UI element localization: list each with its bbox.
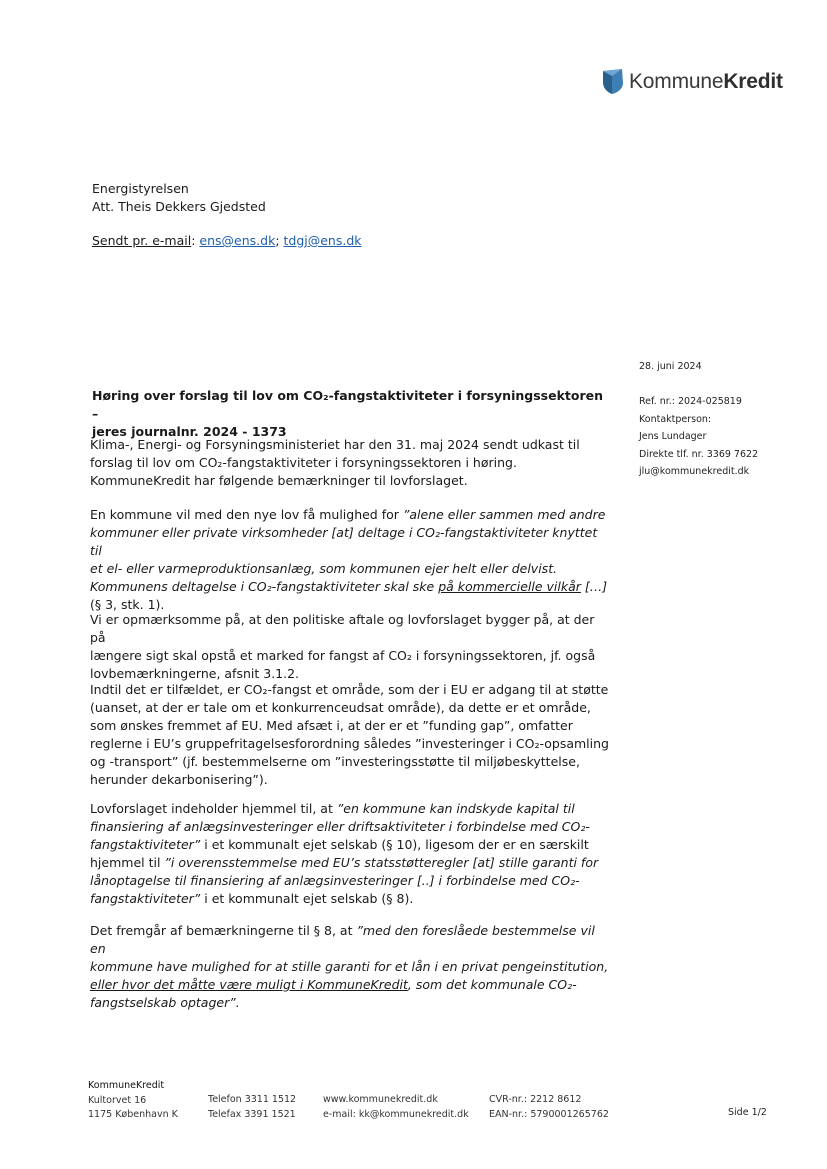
footer-website[interactable]: www.kommunekredit.dk (323, 1094, 438, 1105)
footer-fax: Telefax 3391 1521 (208, 1108, 296, 1120)
text-line: En kommune vil med den nye lov få mulighed for ”alene eller sammen med andre (90, 507, 606, 522)
footer-cvr: CVR-nr.: 2212 8612 (489, 1094, 582, 1105)
text-line: Vi er opmærksomme på, at den politiske aftale og lovforslaget bygger på, at der på (90, 612, 595, 645)
text-line: KommuneKredit har følgende bemærkninger til lovforslaget. (90, 473, 468, 488)
text-line: et el- eller varmeproduktionsanlæg, som kommunen ejer helt eller delvist. (90, 561, 558, 576)
text-line: hjemmel til ”i overensstemmelse med EU’s statsstøtteregler [at] stille garanti for (90, 855, 599, 870)
sent-label: Sendt pr. e-mail (92, 233, 192, 248)
paragraph-1 (90, 436, 610, 490)
text-line: kommune have mulighed for at stille garanti for et lån i en privat pengeinstitution, (90, 959, 609, 974)
reference-block (639, 393, 758, 481)
footer-registration-block (489, 1093, 609, 1122)
text-line: fangstaktiviteter” i et kommunalt ejet selskab (§ 10), ligesom der er en særskilt (90, 837, 589, 852)
text-line: (uanset, at der er tale om et konkurrenceudsat område), da dette er et område, (90, 700, 591, 715)
contact-label: Kontaktperson: (639, 413, 712, 425)
text-line: som ønskes fremmet af EU. Med afsæt i, at der er et ”funding gap”, omfatter (90, 718, 573, 733)
text-line: herunder dekarbonisering”). (90, 772, 268, 787)
sent-by-email-line (92, 233, 362, 248)
paragraph-3 (90, 611, 610, 683)
contact-name: Jens Lundager (639, 431, 707, 442)
paragraph-5 (90, 800, 610, 908)
text-line: og -transport” (jf. bestemmelserne om ”investeringsstøtte til miljøbeskyttelse, (90, 754, 580, 769)
text-line: (§ 3, stk. 1). (90, 597, 165, 612)
recipient-block (92, 180, 266, 216)
logo-text: KommuneKredit (629, 69, 783, 93)
colon: : (191, 233, 200, 248)
text-line: fangstselskab optager”. (90, 995, 240, 1010)
footer-street: Kultorvet 16 (88, 1094, 147, 1106)
text-line: reglerne i EU’s gruppefritagelsesforordning således ”investeringer i CO₂-opsamling (90, 736, 609, 751)
footer-email[interactable]: e-mail: kk@kommunekredit.dk (323, 1108, 469, 1120)
kommunekredit-logo (601, 68, 783, 95)
recipient-org: Energistyrelsen (92, 181, 189, 196)
text-line: Det fremgår af bemærkningerne til § 8, at ”med den foreslåede bestemmelse vil en (90, 923, 595, 956)
text-line: Klima-, Energi- og Forsyningsministeriet har den 31. maj 2024 sendt udkast til (90, 437, 580, 452)
email-link-ens[interactable]: ens@ens.dk (199, 233, 276, 248)
recipient-att: Att. Theis Dekkers Gjedsted (92, 199, 266, 214)
footer-company-name: KommuneKredit (88, 1080, 165, 1091)
text-line: eller hvor det måtte være muligt i KommuneKredit, som det kommunale CO₂- (90, 977, 577, 992)
contact-phone: Direkte tlf. nr. 3369 7622 (639, 448, 759, 460)
reference-number: Ref. nr.: 2024-025819 (639, 396, 742, 407)
text-line: Indtil det er tilfældet, er CO₂-fangst et område, som der i EU er adgang til at støtte (90, 682, 609, 697)
text-line: lånoptagelse til finansiering af anlægsinvesteringer [..] i forbindelse med CO₂- (90, 873, 580, 888)
paragraph-2 (90, 506, 610, 614)
footer-web-block (323, 1093, 469, 1122)
shield-logo-icon (601, 68, 625, 95)
page-number: Side 1/2 (728, 1107, 767, 1118)
contact-email: jlu@kommunekredit.dk (639, 466, 750, 477)
letter-date: 28. juni 2024 (639, 361, 702, 372)
text-line: forslag til lov om CO₂-fangstaktiviteter i forsyningssektoren i høring. (90, 455, 517, 470)
title-line: jeres journalnr. 2024 - 1373 (92, 424, 287, 439)
text-line: længere sigt skal opstå et marked for fangst af CO₂ i forsyningssektoren, jf. også (90, 648, 596, 663)
paragraph-6 (90, 922, 610, 1012)
text-line: finansiering af anlægsinvesteringer eller driftsaktiviteter i forbindelse med CO₂- (90, 819, 590, 834)
text-line: Lovforslaget indeholder hjemmel til, at ”en kommune kan indskyde kapital til (90, 801, 575, 816)
separator: ; (275, 233, 284, 248)
letter-title (92, 387, 612, 441)
footer-ean: EAN-nr.: 5790001265762 (489, 1108, 609, 1120)
footer-address (88, 1079, 178, 1123)
paragraph-4 (90, 681, 610, 789)
footer-city: 1175 København K (88, 1109, 178, 1120)
title-line: Høring over forslag til lov om CO₂-fangstaktiviteter i forsyningssektoren – (92, 388, 603, 421)
footer-phone-block (208, 1093, 296, 1122)
email-link-tdgj[interactable]: tdgj@ens.dk (283, 233, 362, 248)
footer-phone: Telefon 3311 1512 (208, 1094, 297, 1105)
text-line: fangstaktiviteter” i et kommunalt ejet selskab (§ 8). (90, 891, 414, 906)
text-line: kommuner eller private virksomheder [at] deltage i CO₂-fangstaktiviteter knyttet til (90, 525, 598, 558)
text-line: lovbemærkningerne, afsnit 3.1.2. (90, 666, 300, 681)
text-line: Kommunens deltagelse i CO₂-fangstaktiviteter skal ske på kommercielle vilkår […] (90, 579, 608, 594)
